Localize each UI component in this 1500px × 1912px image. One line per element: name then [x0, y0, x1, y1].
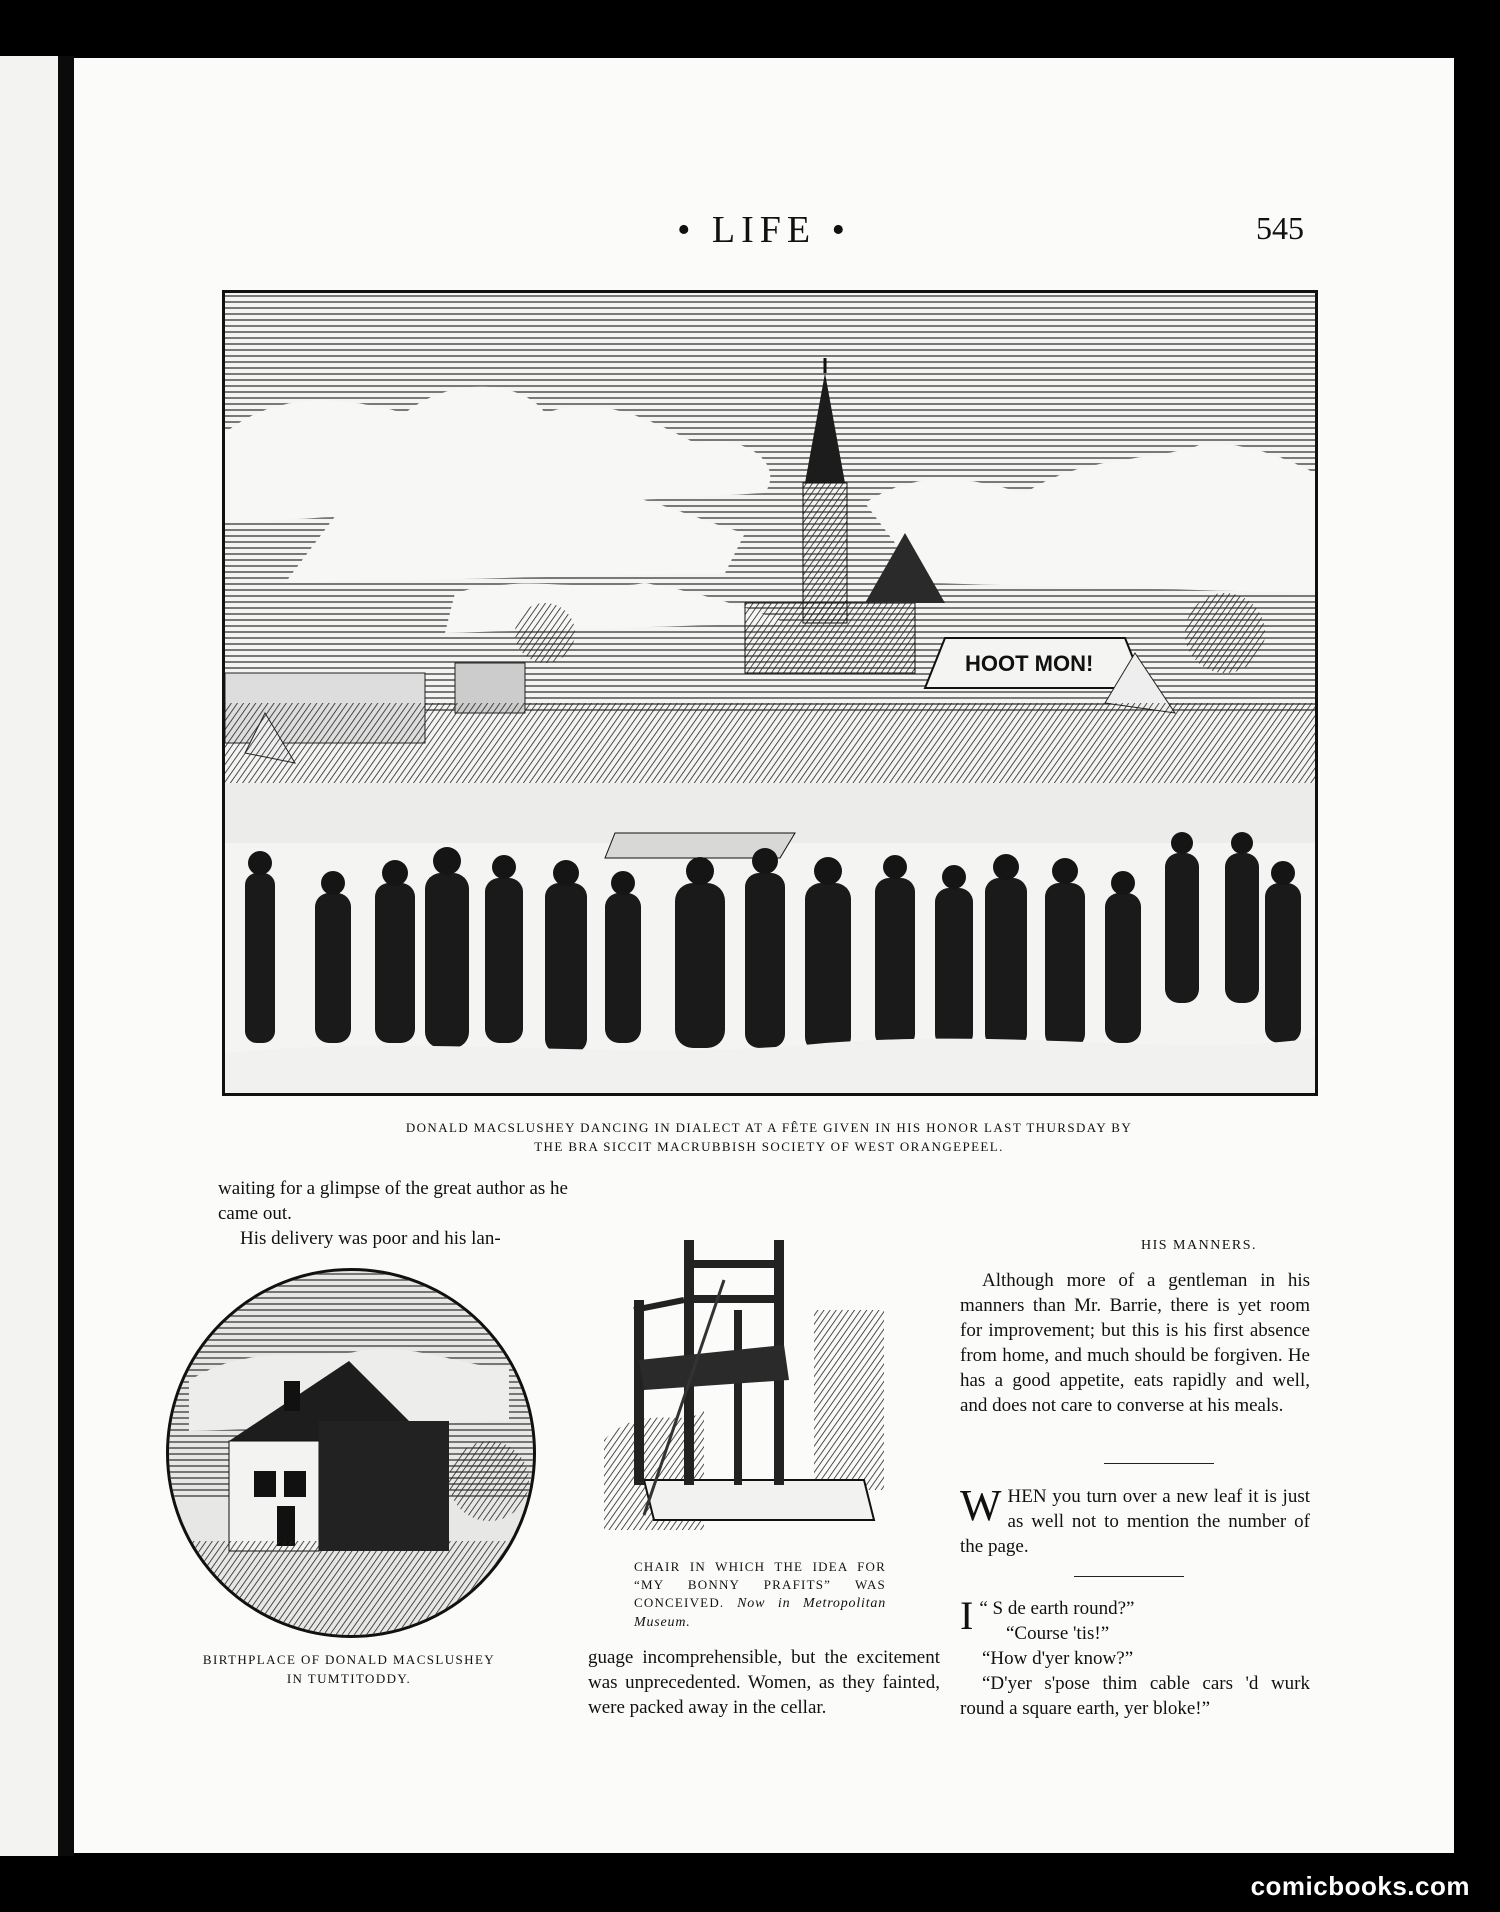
section-divider-1 — [1104, 1463, 1214, 1464]
column-1-paragraph-2: His delivery was poor and his lan- — [240, 1228, 501, 1249]
main-caption-line-2: THE BRA SICCIT MACRUBBISH SOCIETY OF WEST ORANGEPEEL. — [534, 1139, 1004, 1154]
chair-caption-main: CHAIR IN WHICH THE IDEA FOR “MY BONNY PRAFITS” WAS CONCEIVED. — [634, 1559, 886, 1610]
column-2-continuation: guage incomprehensible, but the excitement was unprecedented. Women, as they fainted, were packed away in the cellar. — [588, 1647, 940, 1718]
joke-line-4: “D'yer s'pose thim cable cars 'd wurk round a square earth, yer bloke!” — [960, 1673, 1310, 1719]
his-manners-heading: HIS MANNERS. — [1140, 1238, 1257, 1253]
new-leaf-text — [960, 1481, 1310, 1559]
chair-caption-italic: Now in Metropolitan Museum. — [634, 1596, 886, 1630]
site-watermark: comicbooks.com — [1250, 1871, 1470, 1901]
his-manners-text — [960, 1268, 1310, 1418]
column-2-text — [588, 1645, 940, 1720]
joke-text — [960, 1593, 1310, 1721]
main-caption-line-1: DONALD MACSLUSHEY DANCING IN DIALECT AT A FÊTE GIVEN IN HIS HONOR LAST THURSDAY BY — [405, 1120, 1133, 1135]
chair-illustration — [604, 1240, 914, 1530]
joke-line-2: “Course 'tis!” — [1006, 1623, 1110, 1644]
new-leaf-dropcap: W — [960, 1481, 1002, 1530]
magazine-page — [74, 58, 1454, 1853]
birthplace-circular-illustration — [166, 1268, 536, 1638]
birthplace-caption-line-2: IN TUMTITODDY. — [286, 1671, 412, 1686]
column-1-paragraph-1: waiting for a glimpse of the great author as he came out. — [218, 1178, 568, 1224]
joke-line-3: “How d'yer know?” — [982, 1648, 1134, 1669]
birthplace-caption — [174, 1650, 524, 1688]
book-spine — [58, 56, 74, 1856]
joke-dropcap: I — [960, 1593, 974, 1638]
tent-sign-text: HOOT MON! — [965, 651, 1094, 676]
section-divider-2 — [1074, 1576, 1184, 1577]
column-1-text — [218, 1176, 568, 1251]
his-manners-paragraph: Although more of a gentleman in his manners than Mr. Barrie, there is yet room for improvement; but this is his first absence from home, and much should be forgiven. He has a good appetite, eats rapidly and well, and does not care to converse at his meals. — [960, 1270, 1310, 1416]
chair-caption — [634, 1558, 886, 1632]
previous-page-edge — [0, 56, 61, 1856]
joke-open-quote: “ — [979, 1598, 993, 1619]
new-leaf-paragraph: HEN you turn over a new leaf it is just as well not to mention the number of the page. — [960, 1486, 1310, 1557]
main-engraving-illustration — [222, 290, 1318, 1096]
page-number: 545 — [1256, 210, 1304, 246]
birthplace-caption-line-1: BIRTHPLACE OF DONALD MACSLUSHEY — [202, 1652, 496, 1667]
main-illustration-caption — [274, 1118, 1264, 1156]
joke-line-1: S de earth round?” — [992, 1598, 1135, 1619]
masthead-title: • LIFE • — [677, 209, 851, 251]
